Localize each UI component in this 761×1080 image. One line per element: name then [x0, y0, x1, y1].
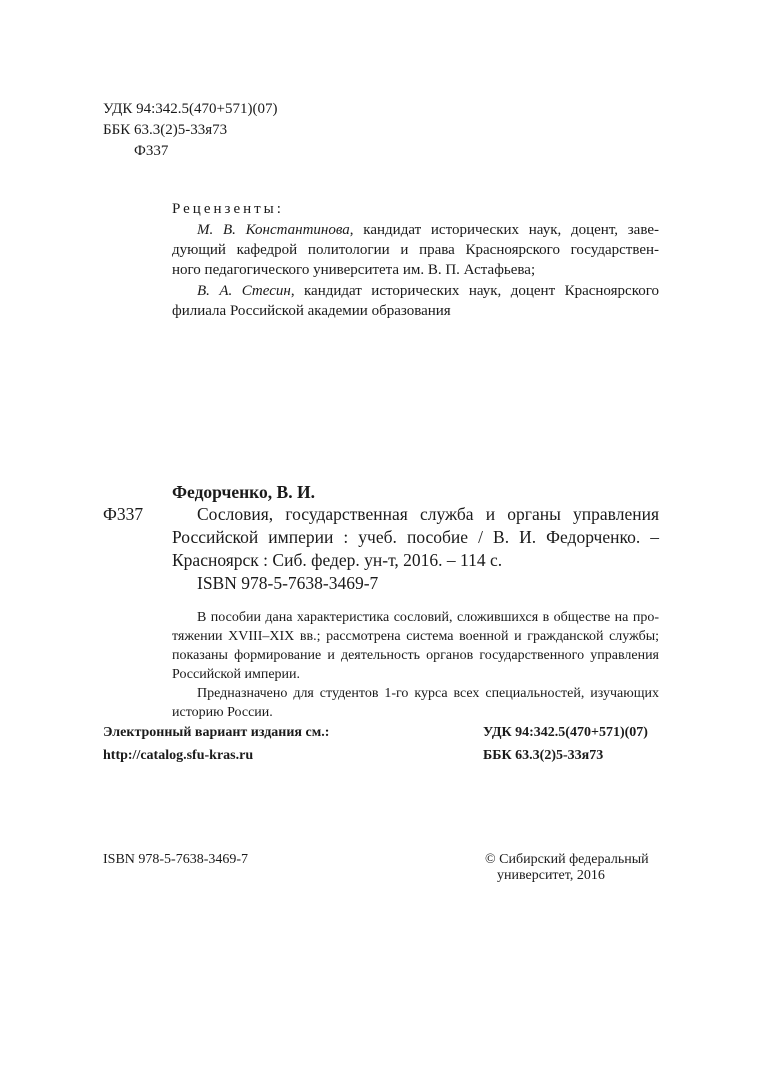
annotation-p2-line-1: Предназначено для студентов 1-го курса всех специальностей, изучающих	[197, 686, 659, 701]
title-line-3: Красноярск : Сиб. федер. ун-т, 2016. – 114 с.	[172, 550, 503, 570]
copyright-line-2: университет, 2016	[497, 868, 605, 883]
bbk-code-bottom: ББК 63.3(2)5-33я73	[483, 748, 604, 763]
reviewer-1-name: М. В. Константинова	[197, 222, 350, 238]
annotation-p1-line-4: Российской империи.	[172, 667, 301, 682]
electronic-version-url[interactable]: http://catalog.sfu-kras.ru	[103, 748, 254, 763]
reviewer-2	[172, 281, 659, 321]
reviewer-1	[172, 220, 659, 280]
reviewer-2-name: В. А. Стесин	[197, 283, 291, 299]
isbn-footer: ISBN 978-5-7638-3469-7	[103, 852, 249, 867]
author-mark-top: Ф337	[134, 143, 169, 159]
author-heading: Федорченко, В. И.	[172, 482, 315, 502]
copyright-line-1: © Сибирский федеральный	[485, 852, 649, 867]
title-line-1: Сословия, государственная служба и органы управления	[197, 504, 659, 524]
reviewer-1-line-2: дующий кафедрой политологии и права Красноярского государствен-	[172, 242, 659, 258]
annotation-p1-line-2: тяжении XVIII–XIX вв.; рассмотрена система военной и гражданской службы;	[172, 629, 659, 644]
reviewers-heading: Рецензенты:	[172, 201, 284, 217]
title-line-2: Российской империи : учеб. пособие / В. И. Федорченко. –	[172, 527, 659, 547]
catalog-description	[172, 503, 659, 595]
bbk-code-top: ББК 63.3(2)5-33я73	[103, 122, 228, 138]
electronic-version-label: Электронный вариант издания см.:	[103, 725, 330, 740]
reviewer-2-line-1: В. А. Стесин, кандидат исторических наук, доцент Красноярского	[197, 283, 660, 299]
udk-code-top: УДК 94:342.5(470+571)(07)	[103, 101, 278, 117]
reviewer-1-line-1: М. В. Константинова, кандидат исторических наук, доцент, заве-	[197, 222, 659, 238]
annotation-p1-line-1: В пособии дана характеристика сословий, сложившихся в обществе на про-	[197, 610, 659, 625]
annotation	[172, 608, 659, 722]
isbn-card: ISBN 978-5-7638-3469-7	[197, 573, 379, 593]
udk-code-bottom: УДК 94:342.5(470+571)(07)	[483, 725, 648, 740]
reviewer-2-line-2: филиала Российской академии образования	[172, 303, 451, 319]
annotation-p1-line-3: показаны формирование и деятельность органов государственного управления	[172, 648, 659, 663]
reviewer-1-line-3: ного педагогического университета им. В. П. Астафьева;	[172, 262, 536, 278]
annotation-p2-line-2: историю России.	[172, 705, 273, 720]
author-mark-card: Ф337	[103, 504, 144, 524]
